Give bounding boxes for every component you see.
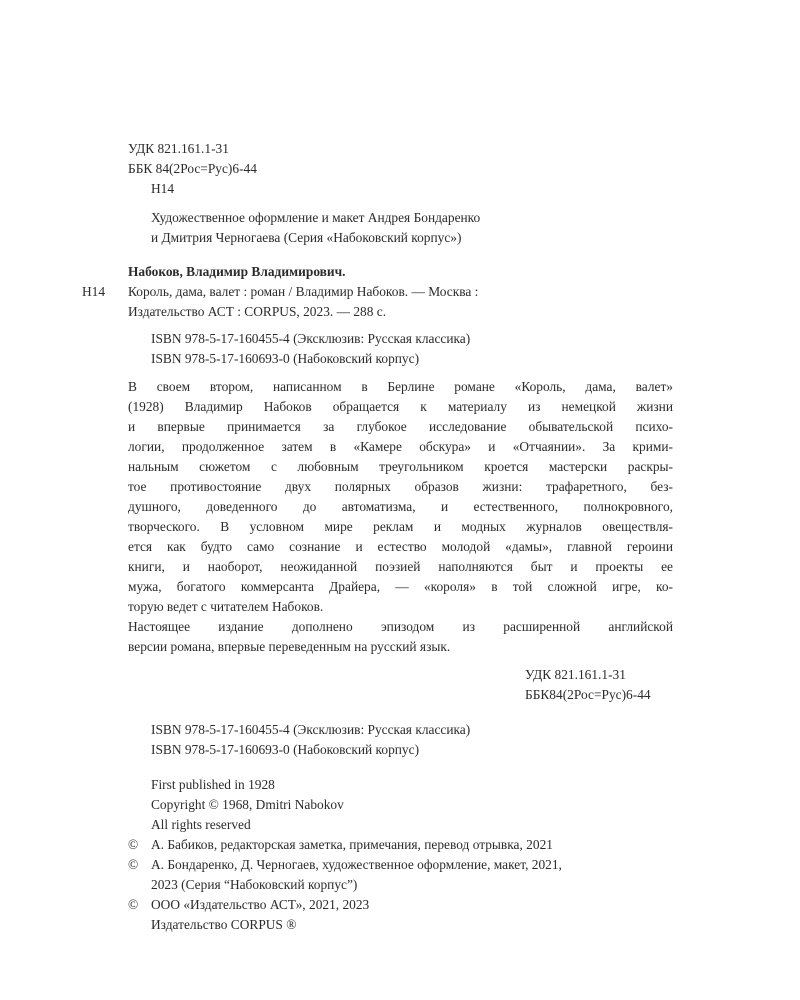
copyright-bondarenko-1: А. Бондаренко, Д. Черногаев, художественное оформление, макет, 2021, — [151, 857, 562, 872]
annotation-line: торую ведет с читателем Набоков. — [128, 599, 324, 614]
isbn-line: ISBN 978-5-17-160455-4 (Эксклюзив: Русская классика) — [151, 331, 471, 346]
bbk-code-right: ББК84(2Рос=Рус)6-44 — [525, 687, 651, 702]
annotation-line: нальным сюжетом с любовным треугольником кроется мастерски раскры- — [128, 459, 673, 474]
copyright-bondarenko-2: 2023 (Серия “Набоковский корпус”) — [151, 877, 358, 892]
isbn-line: ISBN 978-5-17-160693-0 (Набоковский корпус) — [151, 351, 420, 366]
udk-code: УДК 821.161.1-31 — [128, 141, 229, 156]
copyright-ast: ООО «Издательство АСТ», 2021, 2023 — [151, 897, 370, 912]
design-credit-line-1: Художественное оформление и макет Андрея Бондаренко — [151, 210, 481, 225]
design-credit-line-2: и Дмитрия Черногаева (Серия «Набоковский корпус») — [151, 230, 462, 245]
annotation-line: (1928) Владимир Набоков обращается к материалу из немецкой жизни — [128, 399, 673, 414]
copyright-babikov: А. Бабиков, редакторская заметка, примечания, перевод отрывка, 2021 — [151, 837, 553, 852]
bbk-code: ББК 84(2Рос=Рус)6-44 — [128, 161, 257, 176]
author-heading: Набоков, Владимир Владимирович. — [128, 264, 346, 279]
annotation-line: логии, продолженное затем в «Камере обскура» и «Отчаянии». За крими- — [128, 439, 673, 454]
udk-code-right: УДК 821.161.1-31 — [525, 667, 626, 682]
annotation-line: тое противостояние двух полярных образов жизни: трафаретного, без- — [128, 479, 673, 494]
first-published: First published in 1928 — [151, 777, 275, 792]
annotation-line: творческого. В условном мире реклам и модных журналов овеществля- — [128, 519, 673, 534]
rights-line: All rights reserved — [151, 817, 251, 832]
annotation-line: душного, доведенного до автоматизма, и естественного, полнокровного, — [128, 499, 673, 514]
annotation-line: ется как будто само сознание и естество молодой «дамы», главной героини — [128, 539, 673, 554]
publisher-line: Издательство АСТ : CORPUS, 2023. — 288 с. — [128, 304, 387, 319]
corpus-trademark: Издательство CORPUS ® — [151, 917, 297, 932]
annotation-extra-line: версии романа, впервые переведенным на русский язык. — [128, 639, 451, 654]
annotation-extra-line: Настоящее издание дополнено эпизодом из расширенной английской — [128, 619, 673, 634]
annotation-line: и впервые принимается за глубокое исследование обывательской психо- — [128, 419, 673, 434]
annotation-line: книги, и наоборот, неожиданной поэзией наполняются быт и проекты ее — [128, 559, 673, 574]
title-line: Король, дама, валет : роман / Владимир Набоков. — Москва : — [128, 284, 479, 299]
annotation-line: мужа, богатого коммерсанта Драйера, — «короля» в той сложной игре, ко- — [128, 579, 673, 594]
copyright-symbol: © — [128, 897, 139, 912]
annotation-line: В своем втором, написанном в Берлине романе «Король, дама, валет» — [128, 379, 673, 394]
copyright-line: Copyright © 1968, Dmitri Nabokov — [151, 797, 344, 812]
copyright-symbol: © — [128, 857, 139, 872]
isbn-line: ISBN 978-5-17-160455-4 (Эксклюзив: Русская классика) — [151, 722, 471, 737]
author-side-mark: Н14 — [82, 284, 106, 299]
copyright-symbol: © — [128, 837, 139, 852]
isbn-line: ISBN 978-5-17-160693-0 (Набоковский корпус) — [151, 742, 420, 757]
author-mark: Н14 — [151, 181, 175, 196]
